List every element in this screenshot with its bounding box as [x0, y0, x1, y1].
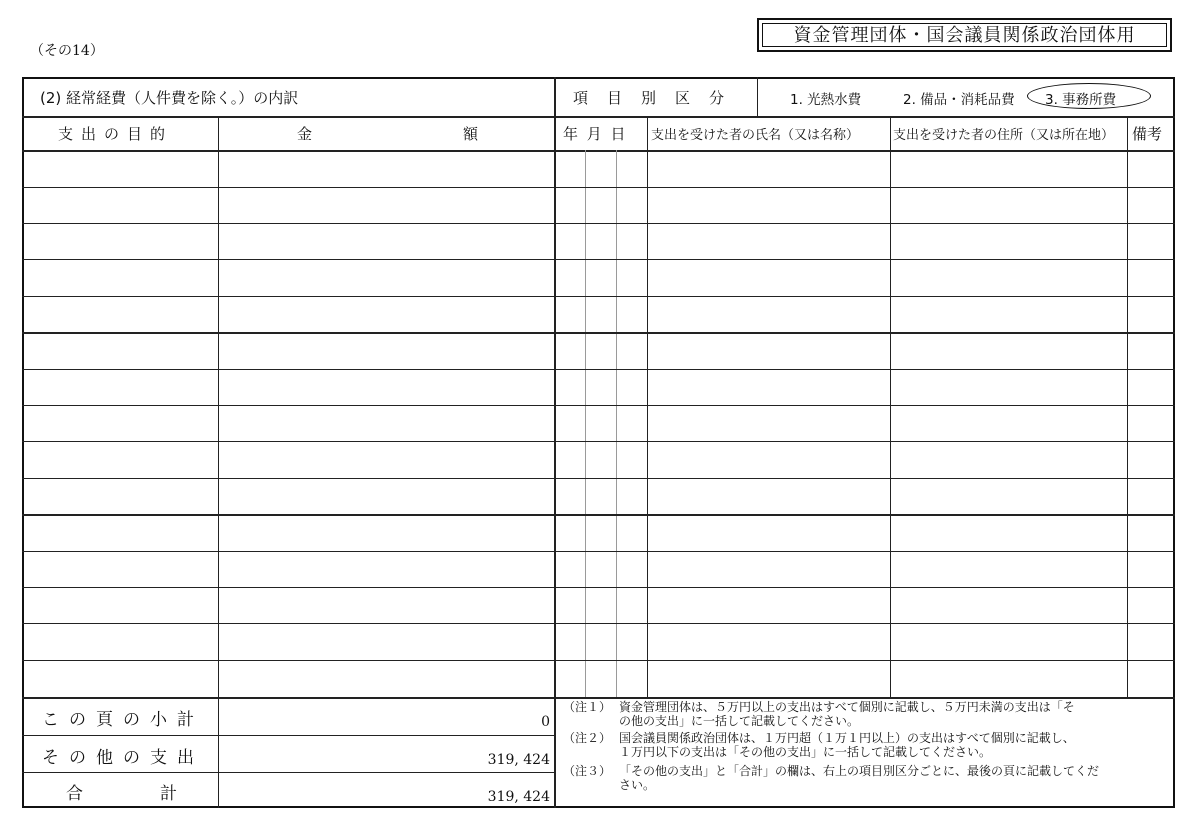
- subtotal-value: 0: [541, 714, 550, 730]
- row-line: [22, 441, 1175, 442]
- summary-line: [22, 772, 555, 773]
- category-option-utilities: 1. 光熱水費: [790, 92, 862, 108]
- note-1-line-2: の他の支出」に一括して記載してください。: [619, 714, 860, 728]
- row-line: [22, 223, 1175, 224]
- section-title: (2) 経常経費（人件費を除く。）の内訳: [40, 89, 299, 107]
- note-3-line-2: さい。: [619, 778, 656, 792]
- category-label: 項 目 別 区 分: [573, 89, 727, 107]
- note-2-line-1: 国会議員関係政治団体は、１万円超（１万１円以上）の支出はすべて個別に記載し、: [619, 731, 1075, 745]
- row-line: [22, 369, 1175, 370]
- divider-date-name: [647, 116, 648, 699]
- column-amount-right: 額: [463, 125, 482, 143]
- other-expenses-label: その他の支出: [42, 748, 204, 768]
- row-line: [22, 405, 1175, 406]
- column-remarks: 備考: [1132, 125, 1163, 143]
- note-2-line-2: １万円以下の支出は「その他の支出」に一括して記載してください。: [619, 745, 992, 759]
- date-subdivider-year: [585, 150, 586, 699]
- column-payee-address: 支出を受けた者の住所（又は所在地）: [893, 128, 1115, 143]
- header-top-line: [22, 116, 1175, 118]
- category-option-office: 3. 事務所費: [1045, 92, 1117, 108]
- row-line: [22, 259, 1175, 260]
- divider-category: [757, 77, 758, 116]
- column-purpose: 支出の目的: [58, 125, 174, 143]
- row-line: [22, 623, 1175, 624]
- column-date: 年 月 日: [563, 125, 628, 143]
- note-3-mark: （注３）: [563, 764, 612, 778]
- row-line: [22, 660, 1175, 661]
- row-line: [22, 551, 1175, 552]
- subtotal-label: この頁の小計: [42, 710, 204, 730]
- column-amount-left: 金: [297, 125, 316, 143]
- body-bottom-line: [22, 697, 1175, 699]
- row-line: [22, 187, 1175, 188]
- total-label-left: 合: [66, 784, 93, 804]
- category-option-supplies: 2. 備品・消耗品費: [903, 92, 1015, 108]
- row-line: [22, 478, 1175, 479]
- total-value: 319, 424: [487, 789, 550, 805]
- organization-type-box: [757, 18, 1172, 52]
- divider-name-address: [890, 116, 891, 699]
- note-2-mark: （注２）: [563, 731, 612, 745]
- divider-address-remarks: [1127, 116, 1128, 699]
- total-label-right: 計: [160, 784, 187, 804]
- row-line-group: [22, 514, 1175, 516]
- row-line-group: [22, 332, 1175, 334]
- date-subdivider-month: [616, 150, 617, 699]
- organization-type: 資金管理団体・国会議員関係政治団体用: [762, 23, 1167, 47]
- header-bottom-line: [22, 150, 1175, 152]
- note-1-mark: （注１）: [563, 700, 612, 714]
- other-expenses-value: 319, 424: [487, 752, 550, 768]
- selected-category-circle: [1027, 83, 1151, 109]
- row-line: [22, 587, 1175, 588]
- note-1-line-1: 資金管理団体は、５万円以上の支出はすべて個別に記載し、５万円未満の支出は「そ: [619, 700, 1075, 714]
- note-3-line-1: 「その他の支出」と「合計」の欄は、右上の項目別区分ごとに、最後の頁に記載してくだ: [619, 764, 1100, 778]
- page-number: （その14）: [30, 43, 104, 59]
- row-line: [22, 296, 1175, 297]
- column-payee-name: 支出を受けた者の氏名（又は名称）: [651, 128, 860, 143]
- divider-purpose-amount: [218, 116, 219, 808]
- summary-line: [22, 735, 555, 736]
